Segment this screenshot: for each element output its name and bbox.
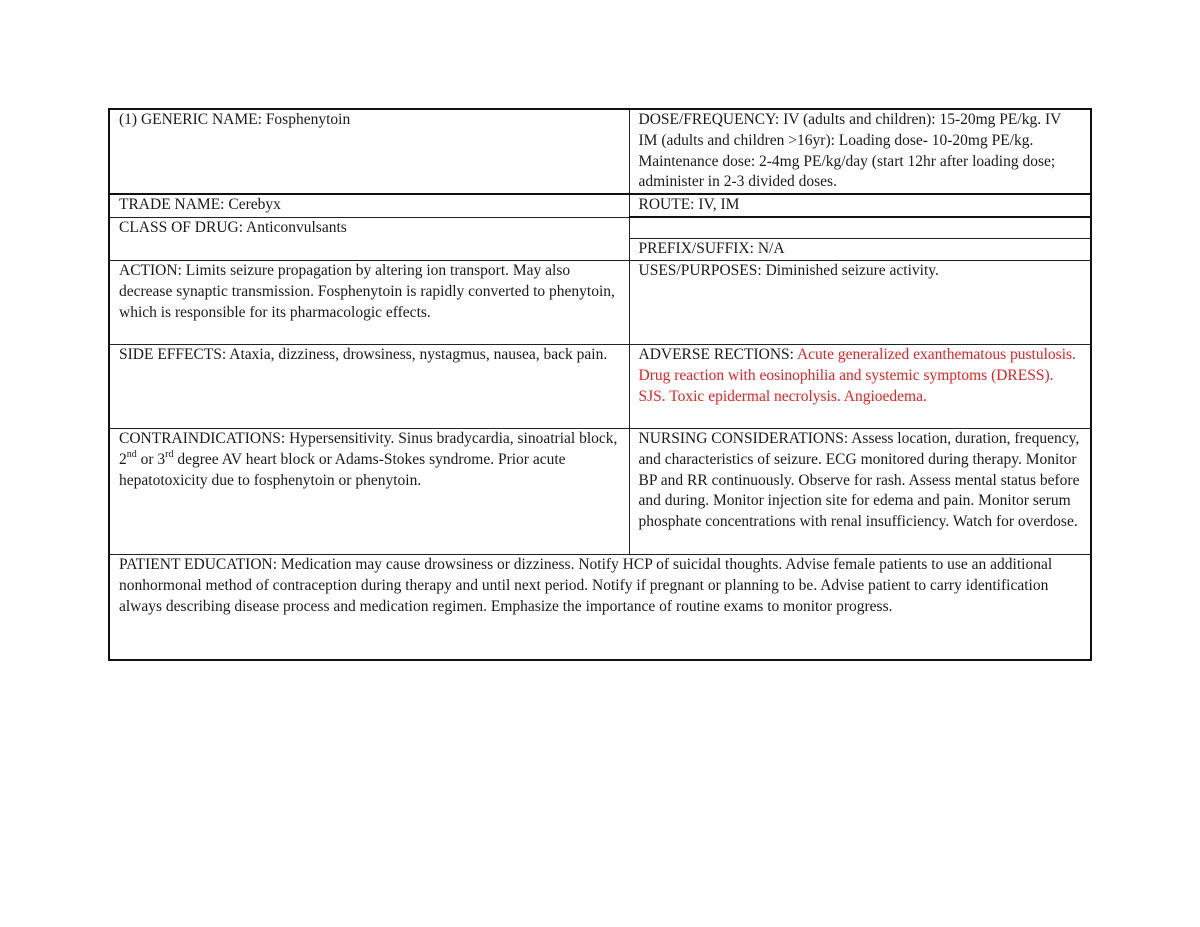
uses-purposes-value: Diminished seizure activity. bbox=[761, 261, 939, 279]
route-cell bbox=[629, 194, 1091, 217]
contraindications-value-2: or 3 bbox=[136, 450, 166, 468]
row-side-adverse bbox=[109, 344, 1091, 428]
row-action-uses bbox=[109, 260, 1091, 344]
nursing-considerations-label: NURSING CONSIDERATIONS: bbox=[638, 429, 849, 447]
generic-name-label: (1) GENERIC NAME: bbox=[119, 111, 262, 128]
row-contra-nursing bbox=[109, 428, 1091, 554]
generic-name-value: Fosphenytoin bbox=[261, 111, 351, 128]
prefix-suffix-value: N/A bbox=[753, 240, 785, 258]
dose-frequency-cell bbox=[629, 109, 1091, 194]
contraindications-value-3: degree AV heart block or Adams-Stokes syndrome. Prior acute hepatotoxicity due to fosphenytoin or phenytoin. bbox=[119, 450, 566, 489]
contraindications-sup-1: nd bbox=[126, 448, 137, 460]
nursing-considerations-cell bbox=[629, 428, 1091, 554]
contraindications-sup-2: rd bbox=[165, 448, 174, 460]
trade-name-value: Cerebyx bbox=[224, 196, 281, 214]
uses-purposes-label: USES/PURPOSES: bbox=[638, 261, 762, 279]
side-effects-label: SIDE EFFECTS: bbox=[119, 345, 227, 363]
row-generic-dose bbox=[109, 109, 1091, 194]
adverse-reactions-value: Acute generalized exanthematous pustulosis. Drug reaction with eosinophilia and systemic symptoms (DRESS). SJS. Toxic epidermal necrolysis. Angioedema. bbox=[638, 345, 1076, 405]
trade-name-label: TRADE NAME: bbox=[119, 196, 225, 214]
action-cell bbox=[109, 260, 629, 344]
class-of-drug-cell bbox=[109, 217, 629, 260]
generic-name-cell bbox=[109, 109, 629, 194]
nursing-considerations-value: Assess location, duration, frequency, and characteristics of seizure. ECG monitored during therapy. Monitor BP and RR continuously. Observe for rash. Assess mental status before and during. Monitor injection site for edema and pain. Monitor serum phosphate concentrations with renal insufficiency. Watch for overdose. bbox=[638, 429, 1080, 531]
patient-education-value: Medication may cause drowsiness or dizziness. Notify HCP of suicidal thoughts. Advise female patients to use an additional nonhormonal method of contraception during therapy and until next period. Notify if pregnant or planning to be. Advise patient to carry identification always describing disease process and medication regimen. Emphasize the importance of routine exams to monitor progress. bbox=[119, 555, 1053, 615]
side-effects-value: Ataxia, dizziness, drowsiness, nystagmus, nausea, back pain. bbox=[226, 345, 608, 363]
trade-name-cell bbox=[109, 194, 629, 217]
patient-education-cell bbox=[109, 554, 1091, 660]
uses-purposes-cell bbox=[629, 260, 1091, 344]
dose-frequency-value: IV (adults and children): 15-20mg PE/kg. IV IM (adults and children >16yr): Loading dose- 10-20mg PE/kg. Maintenance dose: 2-4mg PE/kg/day (start 12hr after loading dose; administer in 2-3 divided doses. bbox=[638, 111, 1062, 191]
prefix-suffix-subcell bbox=[630, 239, 1091, 260]
dose-frequency-label: DOSE/FREQUENCY: bbox=[638, 111, 780, 128]
empty-subcell bbox=[630, 218, 1091, 239]
row-patient-education bbox=[109, 554, 1091, 660]
action-label: ACTION: bbox=[119, 261, 182, 279]
contraindications-value-1: Hypersensitivity. Sinus bradycardia, sinoatrial block, 2 bbox=[119, 429, 618, 468]
prefix-suffix-label: PREFIX/SUFFIX: bbox=[638, 240, 754, 258]
side-effects-cell bbox=[109, 344, 629, 428]
route-value: IV, IM bbox=[694, 196, 740, 214]
adverse-reactions-cell bbox=[629, 344, 1091, 428]
contraindications-cell bbox=[109, 428, 629, 554]
class-of-drug-value: Anticonvulsants bbox=[243, 218, 347, 236]
contraindications-label: CONTRAINDICATIONS: bbox=[119, 429, 286, 447]
drug-card-table bbox=[108, 108, 1092, 661]
route-label: ROUTE: bbox=[638, 196, 695, 214]
prefix-suffix-cell bbox=[629, 217, 1091, 260]
action-value: Limits seizure propagation by altering ion transport. May also decrease synaptic transmission. Fosphenytoin is rapidly converted to phenytoin, which is responsible for its pharmacologic effects. bbox=[119, 261, 615, 321]
patient-education-label: PATIENT EDUCATION: bbox=[119, 555, 278, 573]
row-class-prefix bbox=[109, 217, 1091, 260]
row-trade-route bbox=[109, 194, 1091, 217]
adverse-reactions-label: ADVERSE RECTIONS: bbox=[638, 345, 794, 363]
class-of-drug-label: CLASS OF DRUG: bbox=[119, 218, 244, 236]
